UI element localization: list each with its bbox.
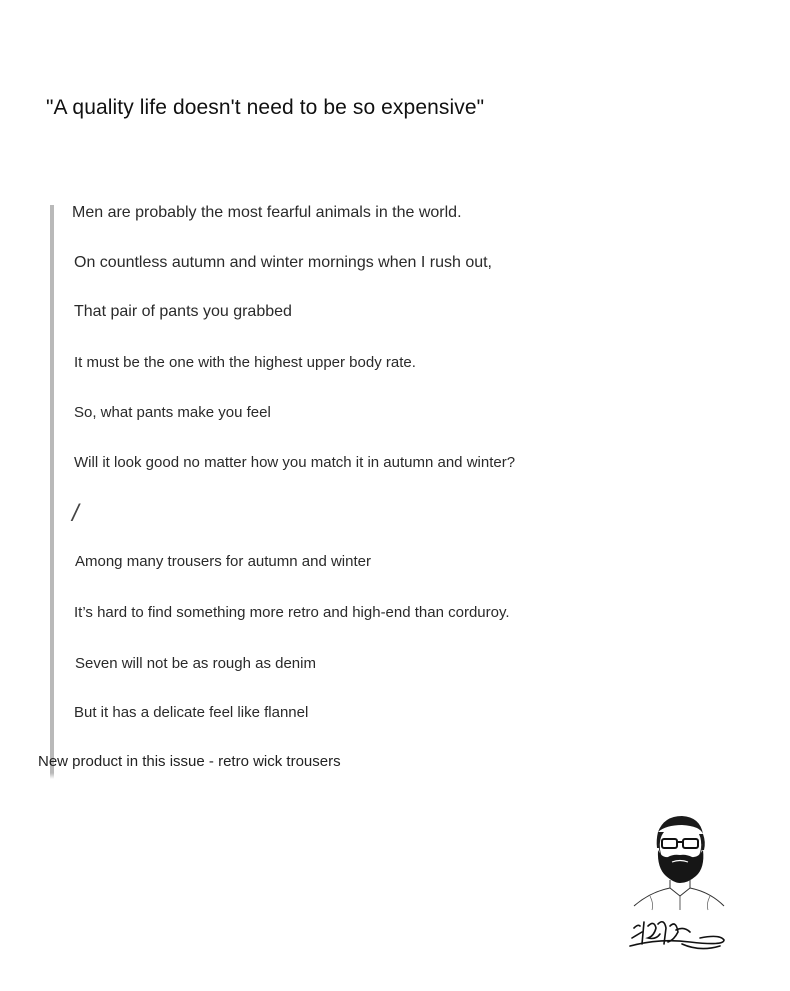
blockquote-bar <box>50 205 54 773</box>
footer-caption: New product in this issue - retro wick trousers <box>38 753 341 770</box>
quote-line: That pair of pants you grabbed <box>74 303 292 320</box>
section-divider-slash: / <box>72 500 79 527</box>
quote-line: Seven will not be as rough as denim <box>75 655 316 672</box>
quote-line: But it has a delicate feel like flannel <box>74 704 309 721</box>
quote-line: It’s hard to find something more retro and high-end than corduroy. <box>74 604 510 621</box>
quote-line: Men are probably the most fearful animals in the world. <box>72 204 462 221</box>
quote-line: So, what pants make you feel <box>74 404 271 421</box>
page-title: "A quality life doesn't need to be so expensive" <box>46 96 485 119</box>
quote-line: Among many trousers for autumn and winter <box>75 553 371 570</box>
quote-line: Will it look good no matter how you match it in autumn and winter? <box>74 454 516 471</box>
bearded-man-portrait-icon <box>620 810 735 955</box>
signature-icon <box>630 922 724 949</box>
quote-line: On countless autumn and winter mornings when I rush out, <box>74 254 492 271</box>
quote-line: It must be the one with the highest upper body rate. <box>74 354 416 371</box>
